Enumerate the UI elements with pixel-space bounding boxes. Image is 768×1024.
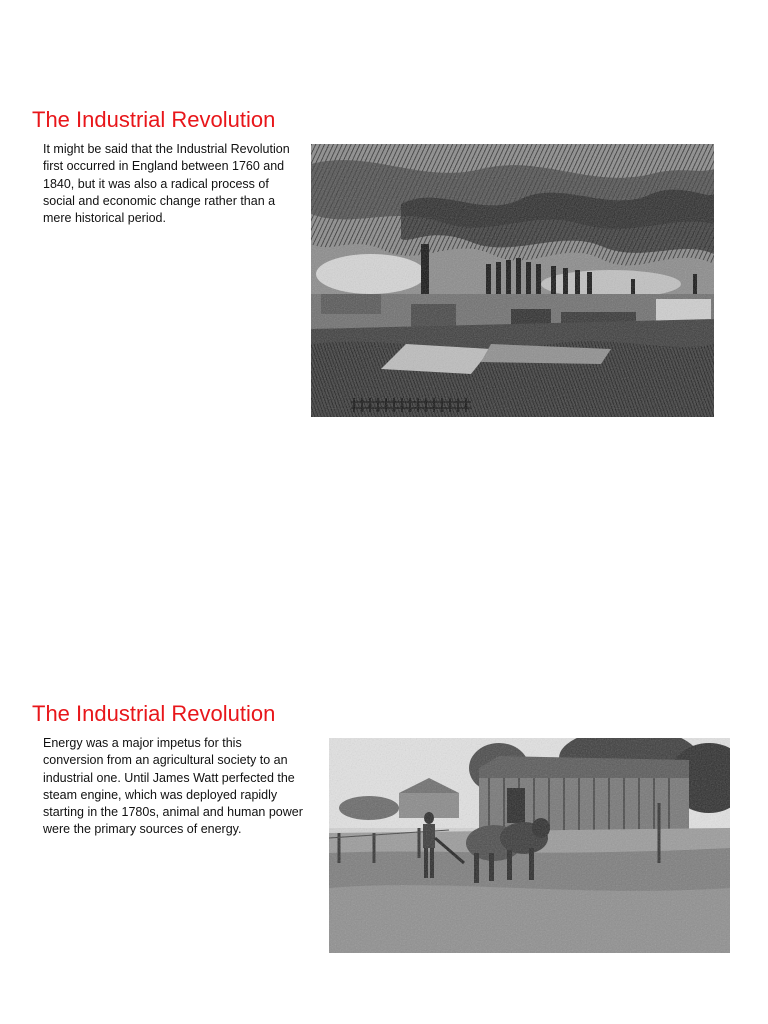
slide-body-text: It might be said that the Industrial Revolution first occurred in England between 1760 and 1840, but it was also a radical process of social and economic change rather than a mere historical period. (43, 142, 290, 226)
factory-engraving-image (311, 144, 714, 417)
slide-body-text: Energy was a major impetus for this conversion from an agricultural society to an industrial one. Until James Watt perfected the steam engine, which was deployed rapidly starting in the 1780s, animal and human power were the primary sources of energy. (43, 736, 303, 837)
farmer-oxen-photo (329, 738, 730, 953)
slide-title: The Industrial Revolution (32, 107, 276, 132)
slide-title: The Industrial Revolution (32, 701, 276, 726)
slide-2 (0, 594, 768, 1024)
